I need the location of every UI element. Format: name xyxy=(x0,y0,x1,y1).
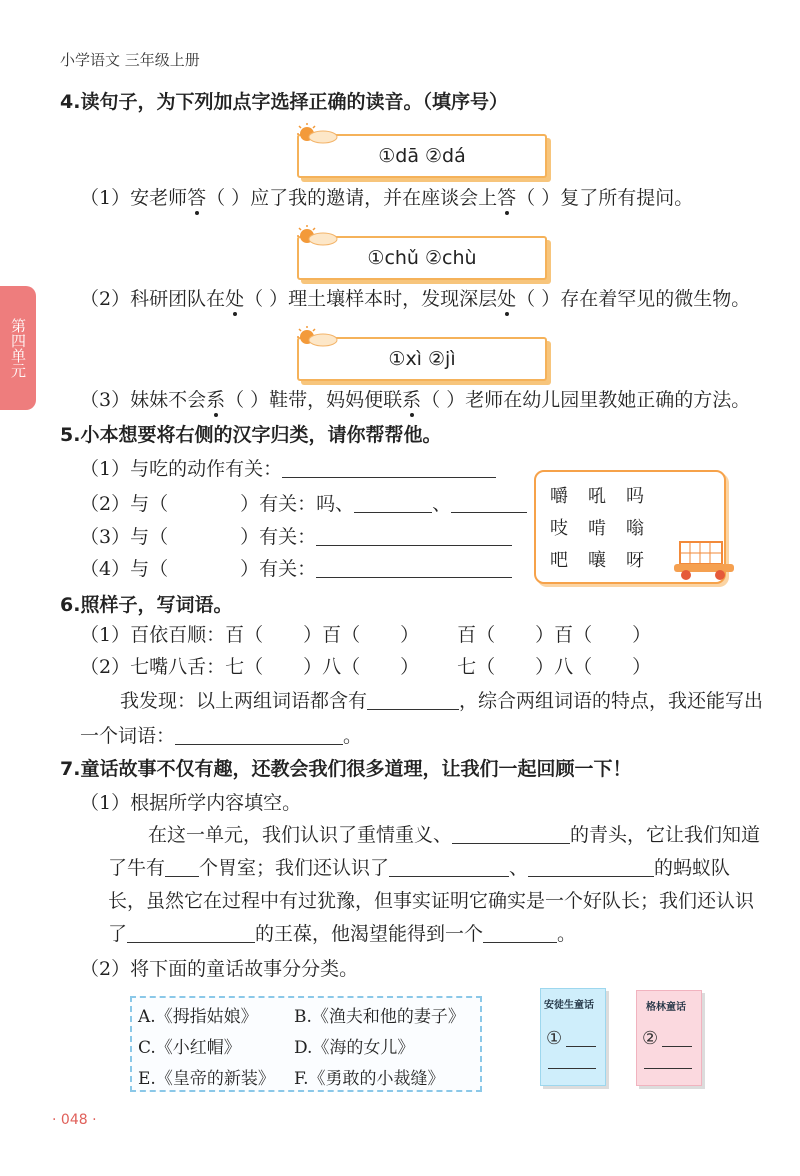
pinyin-options-2: ①chǔ ②chù xyxy=(367,247,477,269)
q4-s1-text-a: （1）安老师 xyxy=(80,187,188,209)
q7-sub1-text: （1）根据所学内容填空。 xyxy=(80,792,302,814)
char-row-1 xyxy=(550,482,664,508)
pinyin-box-2 xyxy=(297,236,547,280)
answer-blank[interactable] xyxy=(483,924,557,943)
q4-sentence-2 xyxy=(80,287,750,311)
answer-blank[interactable] xyxy=(389,858,509,877)
q7-p1-a: 在这一单元，我们认识了重情重义、 xyxy=(148,824,453,846)
story-item-b: B.《渔夫和他的妻子》 xyxy=(294,1007,465,1027)
book1-title: 安徒生童话 xyxy=(544,1000,594,1011)
unit-side-tab[interactable]: 第四单元 xyxy=(0,286,36,410)
q6-line-4 xyxy=(80,724,362,748)
q6-l2-f: ） xyxy=(632,656,652,678)
char-cell: 吱 xyxy=(550,518,568,539)
q7-p4-a: 了 xyxy=(108,923,128,945)
q5-line-4 xyxy=(80,557,512,581)
book2-title: 格林童话 xyxy=(646,1002,686,1013)
page-number: · 048 · xyxy=(52,1112,97,1128)
grimm-book[interactable] xyxy=(636,990,702,1076)
q4-sentence-1 xyxy=(80,186,693,210)
q6-l1-f: ） xyxy=(632,624,652,646)
q5-l2-c: 、 xyxy=(432,493,452,515)
q7-sub-2 xyxy=(80,957,358,981)
story-item-a: A.《拇指姑娘》 xyxy=(138,1007,258,1027)
q5-line-2 xyxy=(80,492,527,516)
sun-cloud-icon xyxy=(293,224,341,246)
question-7-title xyxy=(60,757,631,781)
book2-number: ② xyxy=(642,1028,659,1049)
q7-p2-d: 的蚂蚁队 xyxy=(654,857,731,879)
q5-l2-a: （2）与（ xyxy=(80,493,169,515)
q4-s1-text-c: （ ）复了所有提问。 xyxy=(516,187,694,209)
dotted-char: 处 xyxy=(497,288,517,310)
q6-line-2 xyxy=(80,655,651,679)
book2-blank-2[interactable] xyxy=(644,1068,692,1069)
q6-line-3 xyxy=(120,689,763,713)
pinyin-box-3 xyxy=(297,337,547,381)
q4-s2-text-c: （ ）存在着罕见的微生物。 xyxy=(516,288,751,310)
q7-para-line-2 xyxy=(108,856,730,880)
q4-sentence-3 xyxy=(80,388,750,412)
char-cell: 嚼 xyxy=(550,486,568,507)
dotted-char: 系 xyxy=(402,389,422,411)
q5-line-3 xyxy=(80,525,512,549)
char-row-3 xyxy=(550,546,664,572)
answer-blank[interactable] xyxy=(354,494,432,513)
andersen-book[interactable] xyxy=(540,988,606,1074)
answer-blank[interactable] xyxy=(528,858,654,877)
page-header: 小学语文 三年级上册 xyxy=(60,51,200,69)
char-cell: 嗡 xyxy=(626,518,644,539)
q6-l3-b: ，综合两组词语的特点，我还能写出 xyxy=(459,690,764,712)
q7-p4-b: 的王葆，他渴望能得到一个 xyxy=(255,923,484,945)
q6-l1-a: （1）百依百顺：百（ xyxy=(80,624,264,646)
q7-para-line-3 xyxy=(108,889,754,913)
q4-s1-text-b: （ ）应了我的邀请，并在座谈会上 xyxy=(206,187,498,209)
q6-l4-a: 一个词语： xyxy=(80,725,176,747)
q6-l2-a: （2）七嘴八舌：七（ xyxy=(80,656,264,678)
q6-l2-c: ） xyxy=(400,656,420,678)
answer-blank[interactable] xyxy=(367,691,459,710)
question-6-title xyxy=(60,593,232,617)
q4-s2-text-a: （2）科研团队在 xyxy=(80,288,226,310)
book1-number: ① xyxy=(546,1028,563,1049)
q5-l4-b: ）有关： xyxy=(240,558,317,580)
answer-blank[interactable] xyxy=(451,494,527,513)
q7-p4-c: 。 xyxy=(557,923,577,945)
cart-icon xyxy=(672,536,738,582)
book2-blank-1[interactable] xyxy=(662,1046,692,1047)
story-item-c: C.《小红帽》 xyxy=(138,1038,241,1058)
answer-blank[interactable] xyxy=(175,726,343,745)
q7-sub2-text: （2）将下面的童话故事分分类。 xyxy=(80,958,359,980)
char-row-2 xyxy=(550,514,664,540)
q7-p2-a: 了牛有 xyxy=(108,857,166,879)
dotted-char: 系 xyxy=(206,389,226,411)
page-number-text: 048 xyxy=(60,1112,88,1128)
answer-blank[interactable] xyxy=(316,559,512,578)
q7-sub-1 xyxy=(80,791,301,815)
q6-l1-e: ）百（ xyxy=(535,624,593,646)
q6-l1-b: ）百（ xyxy=(303,624,361,646)
pinyin-box-1 xyxy=(297,134,547,178)
question-5-title xyxy=(60,423,441,447)
q6-l4-b: 。 xyxy=(343,725,363,747)
q5-l4-a: （4）与（ xyxy=(80,558,169,580)
char-cell: 吼 xyxy=(588,486,606,507)
q6-line-1 xyxy=(80,623,651,647)
q6-l1-c: ） xyxy=(400,624,420,646)
question-4-title xyxy=(60,90,508,114)
q6-l2-d: 七（ xyxy=(457,656,496,678)
answer-blank[interactable] xyxy=(452,825,570,844)
q6-l2-b: ）八（ xyxy=(303,656,361,678)
pinyin-options-3: ①xì ②jì xyxy=(388,348,456,370)
q6-l2-e: ）八（ xyxy=(535,656,593,678)
q4-s3-text-b: （ ）鞋带，妈妈便联 xyxy=(225,389,403,411)
book1-blank-1[interactable] xyxy=(566,1046,596,1047)
q5-l2-b: ）有关：吗、 xyxy=(240,493,355,515)
q7-para-line-4 xyxy=(108,922,576,946)
dotted-char: 处 xyxy=(225,288,245,310)
char-cell: 吗 xyxy=(626,486,644,507)
answer-blank[interactable] xyxy=(282,459,496,478)
char-cell: 吧 xyxy=(550,550,568,571)
question-6-title-text: 6.照样子，写词语。 xyxy=(60,594,233,616)
story-item-f: F.《勇敢的小裁缝》 xyxy=(294,1069,445,1089)
pinyin-options-1: ①dā ②dá xyxy=(378,145,466,167)
q5-l1-label: （1）与吃的动作有关： xyxy=(80,458,283,480)
q5-l3-b: ）有关： xyxy=(240,526,317,548)
q6-l1-d: 百（ xyxy=(457,624,496,646)
char-cell: 嚷 xyxy=(588,550,606,571)
question-5-title-text: 5.小本想要将右侧的汉字归类，请你帮帮他。 xyxy=(60,424,442,446)
answer-blank[interactable] xyxy=(127,924,255,943)
q4-s3-text-c: （ ）老师在幼儿园里教她正确的方法。 xyxy=(421,389,751,411)
question-4-title-text: 4.读句子，为下列加点字选择正确的读音。（填序号） xyxy=(60,91,508,113)
story-item-e: E.《皇帝的新装》 xyxy=(138,1069,275,1089)
q7-p2-c: 、 xyxy=(509,857,529,879)
char-cell: 呀 xyxy=(626,550,644,571)
q4-s3-text-a: （3）妹妹不会 xyxy=(80,389,207,411)
answer-blank[interactable] xyxy=(316,527,512,546)
dotted-char: 答 xyxy=(187,187,207,209)
q4-s2-text-b: （ ）理土壤样本时，发现深层 xyxy=(244,288,498,310)
q7-p3: 长，虽然它在过程中有过犹豫，但事实证明它确实是一个好队长；我们还认识 xyxy=(108,890,755,912)
story-item-d: D.《海的女儿》 xyxy=(294,1038,415,1058)
sun-cloud-icon xyxy=(293,325,341,347)
question-7-title-text: 7.童话故事不仅有趣，还教会我们很多道理，让我们一起回顾一下！ xyxy=(60,758,632,780)
q7-para-line-1 xyxy=(148,823,760,847)
story-list-box xyxy=(130,996,482,1092)
q5-l3-a: （3）与（ xyxy=(80,526,169,548)
char-cell: 啃 xyxy=(588,518,606,539)
sun-cloud-icon xyxy=(293,122,341,144)
answer-blank[interactable] xyxy=(165,858,199,877)
character-board xyxy=(534,470,726,584)
book1-blank-2[interactable] xyxy=(548,1068,596,1069)
q7-p1-b: 的青头，它让我们知道 xyxy=(570,824,761,846)
q6-l3-a: 我发现：以上两组词语都含有 xyxy=(120,690,368,712)
dotted-char: 答 xyxy=(497,187,517,209)
q7-p2-b: 个胃室；我们还认识了 xyxy=(199,857,390,879)
q5-line-1 xyxy=(80,457,496,481)
